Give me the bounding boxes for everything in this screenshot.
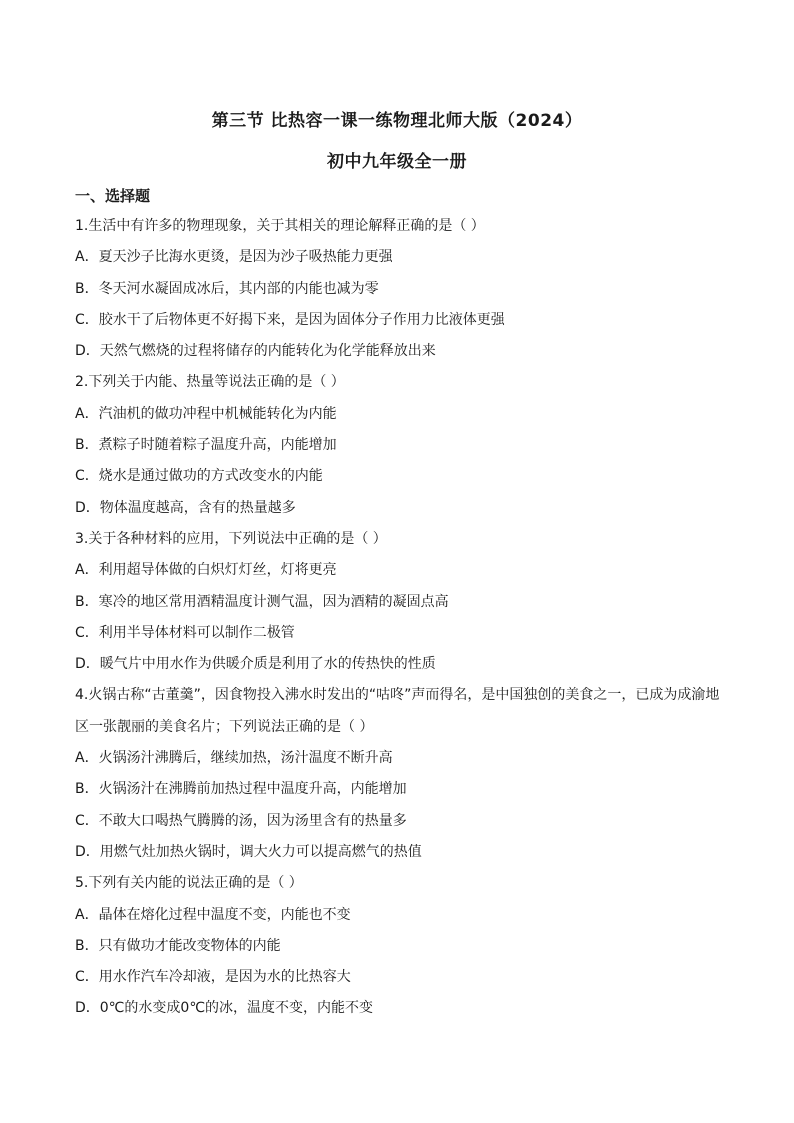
question-5 — [75, 868, 725, 1024]
option-c: C．烧水是通过做功的方式改变水的内能 — [75, 468, 323, 485]
question-4 — [75, 680, 725, 868]
question-stem: 1.生活中有许多的物理现象，关于其相关的理论解释正确的是（ ） — [75, 218, 485, 234]
option-a: A．晶体在熔化过程中温度不变，内能也不变 — [75, 906, 351, 923]
option-d: D．天然气燃烧的过程将储存的内能转化为化学能释放出来 — [75, 343, 436, 360]
option-c: C．不敢大口喝热气腾腾的汤，因为汤里含有的热量多 — [75, 812, 407, 829]
option-b: B．冬天河水凝固成冰后，其内部的内能也减为零 — [75, 280, 379, 297]
option-b: B．煮粽子时随着粽子温度升高，内能增加 — [75, 437, 337, 454]
question-stem: 4.火锅古称“古董羹”，因食物投入沸水时发出的“咕咚”声而得名，是中国独创的美食之一，已成为成渝地区一张靓丽的美食名片；下列说法正确的是（ ） — [75, 687, 720, 735]
option-d: D．暖气片中用水作为供暖介质是利用了水的传热快的性质 — [75, 656, 436, 673]
option-a: A．夏天沙子比海水更烫，是因为沙子吸热能力更强 — [75, 249, 393, 266]
option-c: C．用水作汽车冷却液，是因为水的比热容大 — [75, 969, 351, 986]
question-stem: 5.下列有关内能的说法正确的是（ ） — [75, 875, 303, 892]
page-title: 第三节 比热容一课一练物理北师大版（2024） — [211, 111, 583, 131]
question-stem: 2.下列关于内能、热量等说法正确的是（ ） — [75, 374, 345, 391]
question-3 — [75, 524, 725, 680]
option-a: A．利用超导体做的白炽灯灯丝，灯将更亮 — [75, 562, 337, 579]
question-list — [75, 211, 725, 1025]
option-d: D．0℃的水变成0℃的冰，温度不变，内能不变 — [75, 1000, 374, 1017]
option-a: A．汽油机的做功冲程中机械能转化为内能 — [75, 405, 337, 422]
option-d: D．物体温度越高，含有的热量越多 — [75, 499, 296, 516]
option-b: B．寒冷的地区常用酒精温度计测气温，因为酒精的凝固点高 — [75, 593, 449, 610]
question-stem: 3.关于各种材料的应用，下列说法中正确的是（ ） — [75, 530, 387, 547]
page-subtitle: 初中九年级全一册 — [327, 152, 467, 172]
option-a: A．火锅汤汁沸腾后，继续加热，汤汁温度不断升高 — [75, 750, 393, 767]
option-c: C．利用半导体材料可以制作二极管 — [75, 624, 295, 641]
question-1 — [75, 211, 725, 367]
option-d: D．用燃气灶加热火锅时，调大火力可以提高燃气的热值 — [75, 843, 422, 860]
section-heading: 一、选择题 — [75, 187, 151, 205]
option-c: C．胶水干了后物体更不好揭下来，是因为固体分子作用力比液体更强 — [75, 311, 505, 328]
option-b: B．火锅汤汁在沸腾前加热过程中温度升高，内能增加 — [75, 781, 407, 798]
option-b: B．只有做功才能改变物体的内能 — [75, 937, 281, 954]
question-2 — [75, 367, 725, 523]
